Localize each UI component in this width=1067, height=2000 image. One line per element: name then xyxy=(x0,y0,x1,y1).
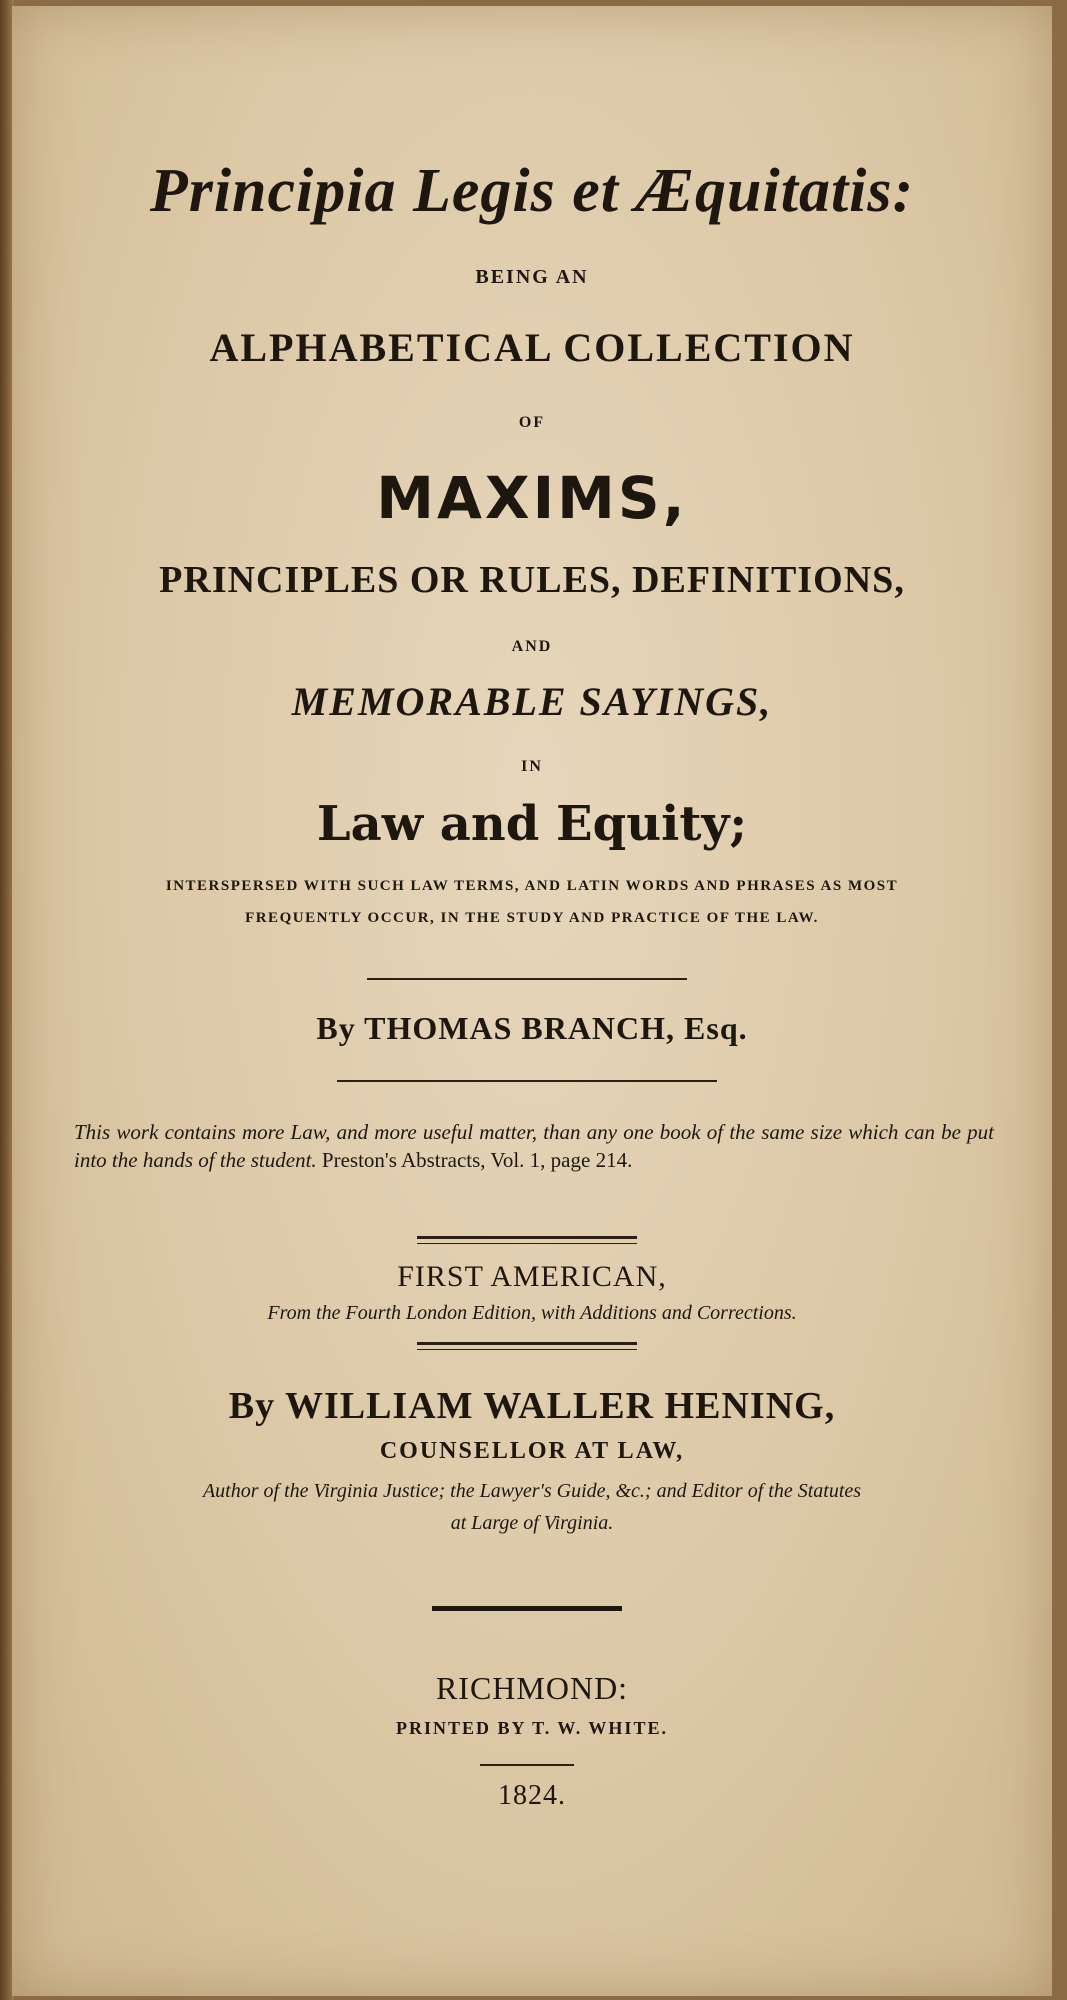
book-title: Principia Legis et Æquitatis: xyxy=(149,157,915,225)
maxims-line: MAXIMS, xyxy=(376,464,688,532)
interspersed-line-2: FREQUENTLY OCCUR, IN THE STUDY AND PRACTICE OF THE LAW. xyxy=(245,910,819,926)
epigraph-quote xyxy=(74,1118,994,1174)
year-line: 1824. xyxy=(498,1780,566,1811)
in-line: IN xyxy=(521,758,543,775)
edition-subline: From the Fourth London Edition, with Additions and Corrections. xyxy=(267,1302,797,1324)
principles-line: PRINCIPLES OR RULES, DEFINITIONS, xyxy=(159,559,905,601)
divider-rule-3b xyxy=(417,1243,637,1244)
being-an-line: BEING AN xyxy=(475,266,589,288)
author-line: By THOMAS BRANCH, Esq. xyxy=(316,1010,748,1046)
editor-description-line-2: at Large of Virginia. xyxy=(450,1512,614,1534)
editor-title-line: COUNSELLOR AT LAW, xyxy=(379,1438,685,1464)
city-line: RICHMOND: xyxy=(435,1670,629,1706)
memorable-sayings-line: MEMORABLE SAYINGS, xyxy=(291,679,773,724)
editor-description-line-1: Author of the Virginia Justice; the Lawyer's Guide, &c.; and Editor of the Statutes xyxy=(202,1480,862,1502)
editor-line: By WILLIAM WALLER HENING, xyxy=(228,1385,836,1427)
title-page xyxy=(12,6,1052,1996)
short-divider-rule xyxy=(480,1764,574,1766)
quote-source: Preston's Abstracts, Vol. 1, page 214. xyxy=(321,1148,633,1172)
divider-rule-1 xyxy=(367,978,687,980)
edition-line: FIRST AMERICAN, xyxy=(397,1260,667,1293)
printer-line: PRINTED BY T. W. WHITE. xyxy=(396,1718,668,1738)
interspersed-line-1: INTERSPERSED WITH SUCH LAW TERMS, AND LATIN WORDS AND PHRASES AS MOST xyxy=(165,878,899,894)
law-and-equity-line: Law and Equity; xyxy=(316,796,748,852)
heavy-divider-rule xyxy=(432,1606,622,1611)
divider-rule-4a xyxy=(417,1342,637,1345)
divider-rule-2 xyxy=(337,1080,717,1082)
divider-rule-4b xyxy=(417,1349,637,1350)
of-line: OF xyxy=(518,414,546,431)
quote-text: This work contains more Law, and more useful matter, than any one book of the same size which can be put into the hands of the student. xyxy=(74,1120,994,1172)
and-line: AND xyxy=(511,638,553,655)
alphabetical-collection-line: ALPHABETICAL COLLECTION xyxy=(209,325,855,370)
divider-rule-3a xyxy=(417,1236,637,1239)
